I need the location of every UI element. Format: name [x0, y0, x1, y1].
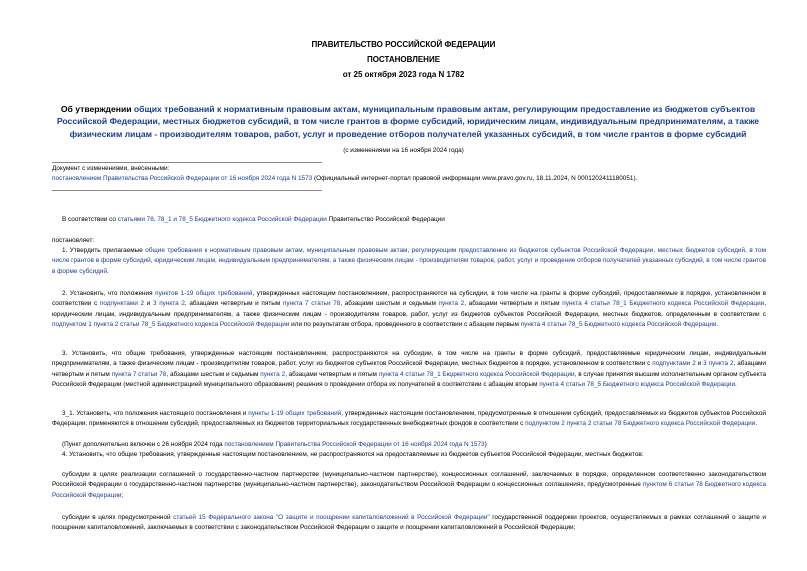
- p2-text: , юридическим лицам, индивидуальным предпринимателям, а также физическим лицам - производителям товаров, работ, услуг из бюджетов субъектов Российской Федерации, местных бюджетов, определенным в соответствии с: [52, 300, 766, 318]
- p3-text: , в случае принятия высшим исполнительным органом субъекта Российской Федерации (местной администрацией муниципального образования) решения о проведении отбора их получателей в соответствии с абзацем вторым: [52, 370, 767, 389]
- p3-link-6[interactable]: пункта 4 статьи 78_5 Бюджетного кодекса Российской Федерации: [539, 381, 736, 389]
- p2-link-8[interactable]: пункта 4 статьи 78_5 Бюджетного кодекса Российской Федерации: [520, 321, 717, 329]
- decree-word: постановляет:: [52, 237, 95, 244]
- p2-link-1[interactable]: пунктов 1-19 общих требований: [155, 290, 253, 297]
- p3-link-2[interactable]: 3 пункта 2: [703, 360, 734, 368]
- p3-text: , абзацами четвертым и пятым: [52, 360, 766, 378]
- p4a-text: субсидии в целях реализации соглашений о государственно-частном партнерстве (муниципально-частном партнерстве), концессионных соглашений, заключаемых в порядке, определенном соответственно законодательством Российской Федерации о государственно-частном партнерстве (муниципально-частном партнерстве), законодательством Российской Федерации о концессионных соглашениях, предусмотренные: [52, 471, 766, 489]
- p4a-end: ;: [121, 491, 124, 499]
- p3-text: и: [695, 360, 704, 368]
- p3-link-3[interactable]: пункта 7 статьи 78: [111, 370, 167, 378]
- amendments-label: Документ с изменениями, внесенными:: [52, 165, 170, 172]
- paragraph-3: [52, 349, 766, 391]
- p4b-text: субсидии в целях предусмотренной: [62, 514, 174, 521]
- preamble: [52, 215, 766, 225]
- preamble-text: В соответствии со: [62, 216, 118, 223]
- p3-link-5[interactable]: пункта 4 статьи 78_1 Бюджетного кодекса Российской Федерации: [378, 370, 575, 378]
- p2-link-7[interactable]: подпунктом 1 пункта 2 статьи 78_5 Бюджетного кодекса Российской Федерации: [52, 321, 290, 329]
- paragraph-1: [52, 246, 766, 277]
- p2-text: , абзацами четвертым и пятым: [184, 300, 283, 308]
- p1-link[interactable]: общие требования к нормативным правовым актам, муниципальным правовым актам, регулирующим предоставление из бюджетов субъектов Российской Федерации, местных бюджетов субсидий, в том числе грантов в форме субсидий, юридическим лицам, индивидуальным предпринимателям, а также физическим лицам - производителям товаров, работ, услуг и проведение отборов получателей указанных субсидий, в том числе грантов в форме субсидий: [52, 247, 766, 275]
- document-type: ПОСТАНОВЛЕНИЕ: [366, 55, 441, 64]
- p1-end: .: [106, 267, 109, 275]
- p4b-end: государственной поддержки проектов, осуществляемых в рамках соглашений о защите и поощрении капиталовложений, заключаемых в соответствии с законодательством Российской Федерации о защите и поощрении капиталовложений в Российской Федерации;: [52, 514, 766, 532]
- p3-text: 3. Установить, что общие требования, утвержденные настоящим постановлением, распространяются на субсидии, в том числе на гранты в форме субсидий, предоставляемые юридическим лицам, индивидуальным предпринимателям, а также физическим лицам - производителям товаров, работ, услуг из бюджетов субъектов Российской Федерации, местных бюджетов в порядке, установленном в соответствии с: [52, 350, 766, 368]
- amendment-source: (Официальный интернет-портал правовой информации www.pravo.gov.ru, 18.11.2024, N 0001202411180051).: [312, 175, 638, 183]
- p2-text: , утвержденных настоящим постановлением, распространяются на субсидии, в том числе на гранты в форме субсидий, предоставляемые в порядке, установленном в соответствии с: [52, 290, 766, 308]
- document-date-number: от 25 октября 2023 года N 1782: [342, 70, 465, 79]
- note-end: ): [484, 441, 487, 448]
- note-text: (Пункт дополнительно включен с 26 ноября 2024 года: [62, 441, 225, 448]
- divider-bottom: [52, 190, 322, 191]
- p2-link-5[interactable]: пункта 2: [438, 300, 465, 308]
- paragraph-4-b: [52, 513, 766, 534]
- changes-note: (с изменениями на 16 ноября 2024 года): [343, 147, 464, 154]
- note-link[interactable]: постановлением Правительства Российской Федерации от 16 ноября 2024 года N 1573: [224, 441, 485, 448]
- preamble-text-end: Правительство Российской Федерации: [326, 216, 445, 223]
- p4b-link[interactable]: статьей 15 Федерального закона "О защите и поощрении капиталовложений в Российской Федерации": [173, 514, 490, 521]
- p3-text: .: [735, 381, 737, 389]
- p2-link-2[interactable]: подпунктами 2: [99, 300, 145, 308]
- p2-link-4[interactable]: пункта 7 статьи 78: [282, 300, 341, 308]
- p31-text: 3_1. Установить, что положения настоящего постановления и: [62, 410, 249, 417]
- title-link[interactable]: общих требований к нормативным правовым актам, муниципальным правовым актам, регулирующим предоставление из бюджетов субъектов Российской Федерации, местных бюджетов субсидий, в том числе грантов в форме субсидий, юридическим лицам, индивидуальным предпринимателям, а также физическим лицам - производителям товаров, работ, услуг и проведение отборов получателей указанных субсидий, в том числе грантов в форме субсидий: [56, 104, 760, 139]
- p4-text: 4. Установить, что общие требования, утвержденные настоящим постановлением, не распространяются на предоставляемые из бюджетов субъектов Российской Федерации, местных бюджетов:: [62, 451, 644, 458]
- divider-top: [52, 162, 322, 163]
- p4a-link[interactable]: пунктом 6 статьи 78 Бюджетного кодекса Российской Федерации: [52, 481, 766, 499]
- p31-text: .: [755, 420, 758, 428]
- p31-text: , утвержденных настоящим постановлением, предусмотренные в отношении субсидий, предоставляемых из бюджетов субъектов Российской Федерации, применяются в отношении субсидий, предоставляемых из бюджетов территориальных государственных внебюджетных фондов в соответствии с: [52, 410, 766, 428]
- p2-text: , абзацами шестым и седьмым: [340, 300, 439, 308]
- paragraph-3-1-note: [52, 440, 766, 450]
- p1-text: 1. Утвердить прилагаемые: [62, 247, 146, 254]
- preamble-link[interactable]: статьями 78, 78_1 и 78_5 Бюджетного кодекса Российской Федерации: [117, 216, 327, 223]
- p2-text: .: [716, 321, 719, 329]
- p2-text: 2. Установить, что положения: [62, 290, 156, 297]
- p3-text: , абзацами шестым и седьмым: [166, 370, 261, 378]
- amendments-block: [52, 164, 766, 185]
- p3-link-1[interactable]: подпунктами 2: [652, 360, 696, 368]
- p2-text: , абзацами четвертым и пятым: [464, 300, 563, 308]
- p3-link-4[interactable]: пункта 2: [260, 370, 286, 378]
- p2-link-6[interactable]: пункта 4 статьи 78_1 Бюджетного кодекса Российской Федерации: [562, 300, 765, 308]
- p3-text: , абзацами четвертым и пятым: [285, 370, 379, 378]
- p31-link-2[interactable]: подпунктом 2 пункта 2 статьи 78 Бюджетного кодекса Российской Федерации: [525, 420, 756, 428]
- p2-text: или по результатам отбора, проведенного в соответствии с абзацем первым: [289, 321, 521, 329]
- document-title: [52, 103, 764, 140]
- amendment-link[interactable]: постановлением Правительства Российской Федерации от 16 ноября 2024 года N 1573: [52, 175, 313, 183]
- paragraph-4: [52, 450, 766, 460]
- paragraph-4-a: [52, 470, 766, 501]
- p31-link-1[interactable]: пункты 1-19 общих требований: [248, 410, 342, 417]
- paragraph-2: [52, 289, 766, 331]
- paragraph-3-1: [52, 409, 766, 430]
- title-prefix: Об утверждении: [60, 104, 134, 114]
- government-name: ПРАВИТЕЛЬСТВО РОССИЙСКОЙ ФЕДЕРАЦИИ: [311, 40, 496, 49]
- p2-link-3[interactable]: 3 пункта 2: [153, 300, 185, 308]
- p2-text: и: [144, 300, 153, 308]
